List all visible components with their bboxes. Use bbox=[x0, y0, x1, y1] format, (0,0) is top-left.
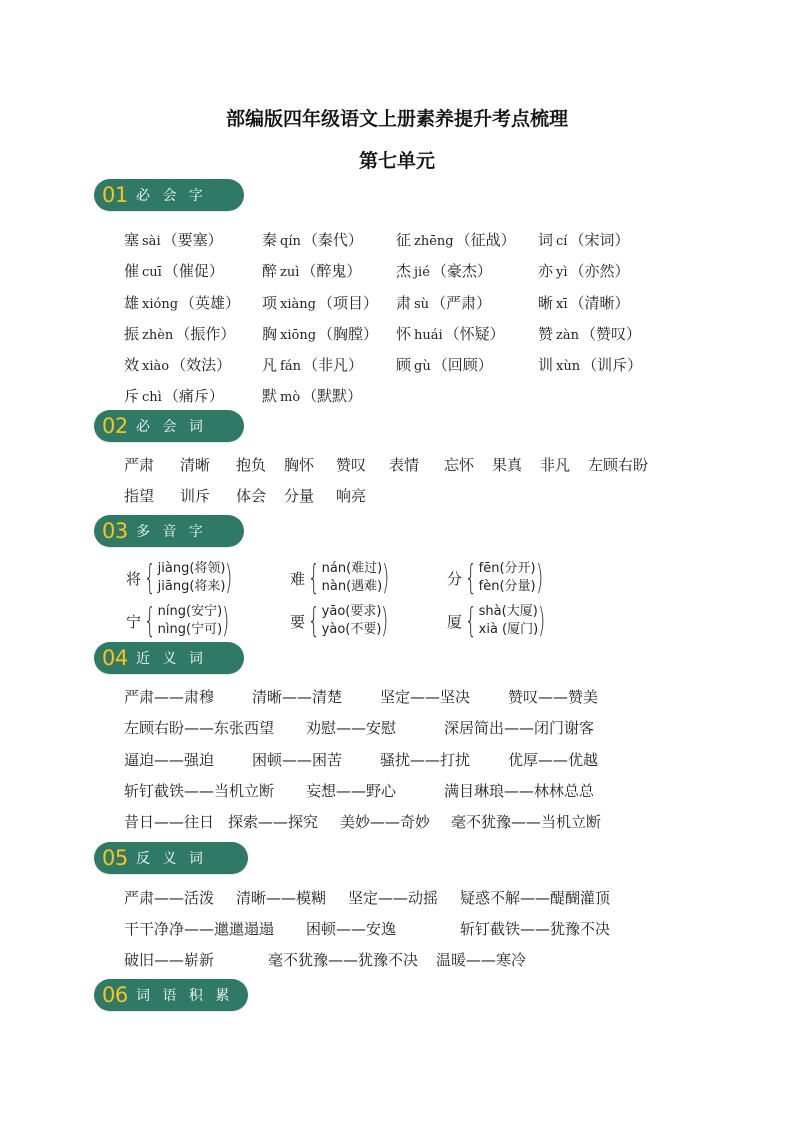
char-pinyin: zàn bbox=[556, 328, 579, 343]
char-pinyin: xiào bbox=[142, 359, 170, 374]
char-word: （赞叹） bbox=[581, 325, 642, 343]
char-word: （征战） bbox=[455, 231, 516, 249]
char: 醉 bbox=[262, 262, 278, 280]
char-entry bbox=[538, 354, 642, 375]
char-word: （怀疑） bbox=[444, 325, 505, 343]
polyphone-entry bbox=[290, 603, 389, 639]
section-number: 02 bbox=[102, 414, 128, 438]
polyphone-reading: nán(难过) bbox=[321, 561, 383, 576]
right-bracket: ) bbox=[222, 601, 230, 641]
char-pinyin: chì bbox=[142, 390, 162, 405]
polyphone-readings bbox=[158, 560, 226, 596]
word-item: 胸怀 bbox=[284, 456, 315, 474]
synonym-pair: 劝慰——安慰 bbox=[306, 719, 397, 737]
char-entry bbox=[262, 292, 378, 313]
antonym-pair: 温暖——寒冷 bbox=[436, 951, 527, 969]
char-entry bbox=[124, 260, 224, 281]
char-word: （醉鬼） bbox=[301, 262, 362, 280]
polyphone-char: 分 bbox=[447, 569, 463, 588]
section-number: 01 bbox=[102, 183, 128, 207]
antonym-pair: 斩钉截铁——犹豫不决 bbox=[460, 920, 611, 938]
section-label: 近 义 词 bbox=[136, 651, 207, 667]
polyphone-entry bbox=[447, 603, 545, 639]
char-entry bbox=[538, 260, 630, 281]
synonym-pair: 骚扰——打扰 bbox=[380, 751, 471, 769]
polyphone-readings bbox=[322, 560, 383, 596]
char-pinyin: fán bbox=[280, 359, 301, 374]
polyphone-entry bbox=[290, 560, 390, 596]
char-word: （英雄） bbox=[180, 294, 241, 312]
left-brace: { bbox=[307, 601, 320, 641]
page-title: 部编版四年级语文上册素养提升考点梳理 bbox=[225, 108, 568, 130]
char-word: （催促） bbox=[163, 262, 224, 280]
char-entry bbox=[262, 229, 363, 250]
section-number: 03 bbox=[102, 519, 128, 543]
polyphone-readings bbox=[479, 560, 536, 596]
char-word: （亦然） bbox=[569, 262, 630, 280]
char-entry bbox=[396, 354, 493, 375]
polyphone-reading: yào(不要) bbox=[321, 622, 382, 637]
char-entry bbox=[262, 385, 362, 406]
char: 词 bbox=[538, 231, 554, 249]
antonym-pair: 严肃——活泼 bbox=[124, 889, 215, 907]
word-item: 表情 bbox=[389, 456, 420, 474]
polyphone-reading: nàn(遇难) bbox=[321, 579, 383, 594]
char: 振 bbox=[124, 325, 140, 343]
synonym-pair: 深居简出——闭门谢客 bbox=[444, 719, 595, 737]
synonym-pair: 坚定——坚决 bbox=[380, 688, 471, 706]
synonym-pair: 严肃——肃穆 bbox=[124, 688, 215, 706]
section-badge-04 bbox=[94, 642, 244, 674]
char-word: （秦代） bbox=[302, 231, 363, 249]
polyphone-reading: fèn(分量) bbox=[478, 579, 536, 594]
char: 默 bbox=[262, 387, 278, 405]
synonym-pair: 优厚——优越 bbox=[508, 751, 599, 769]
char: 晰 bbox=[538, 294, 554, 312]
section-number: 04 bbox=[102, 646, 128, 670]
char-word: （痛斥） bbox=[163, 387, 224, 405]
char-pinyin: gù bbox=[414, 359, 431, 374]
char-pinyin: xióng bbox=[142, 297, 179, 312]
section-badge-06 bbox=[94, 979, 248, 1011]
antonym-pair: 坚定——动摇 bbox=[348, 889, 439, 907]
char: 雄 bbox=[124, 294, 140, 312]
antonym-pair: 破旧——崭新 bbox=[124, 951, 215, 969]
polyphone-readings bbox=[479, 603, 539, 639]
left-brace: { bbox=[464, 558, 477, 598]
antonym-pair: 清晰——模糊 bbox=[236, 889, 327, 907]
polyphone-reading: shà(大厦) bbox=[478, 604, 538, 619]
char: 秦 bbox=[262, 231, 278, 249]
char-entry bbox=[124, 354, 231, 375]
char-pinyin: xùn bbox=[556, 359, 581, 374]
left-brace: { bbox=[307, 558, 320, 598]
char: 塞 bbox=[124, 231, 140, 249]
char-pinyin: huái bbox=[414, 328, 443, 343]
section-label: 必 会 词 bbox=[136, 419, 207, 435]
right-bracket: ) bbox=[225, 558, 233, 598]
char-entry bbox=[396, 292, 491, 313]
synonym-pair: 困顿——困苦 bbox=[252, 751, 343, 769]
synonym-pair: 探索——探究 bbox=[228, 813, 319, 831]
synonym-pair: 毫不犹豫——当机立断 bbox=[451, 813, 602, 831]
polyphone-char: 将 bbox=[126, 569, 142, 588]
polyphone-reading: fēn(分开) bbox=[478, 561, 536, 576]
synonym-pair: 满目琳琅——林林总总 bbox=[444, 782, 595, 800]
char-entry bbox=[124, 323, 235, 344]
right-bracket: ) bbox=[538, 601, 546, 641]
polyphone-char: 厦 bbox=[447, 612, 463, 631]
word-item: 忘怀 bbox=[444, 456, 475, 474]
char: 杰 bbox=[396, 262, 412, 280]
word-item: 训斥 bbox=[180, 487, 211, 505]
char-pinyin: mò bbox=[280, 390, 301, 405]
right-bracket: ) bbox=[381, 601, 389, 641]
antonym-pair: 疑惑不解——醍醐灌顶 bbox=[460, 889, 611, 907]
polyphone-reading: xià (厦门) bbox=[478, 622, 539, 637]
left-brace: { bbox=[464, 601, 477, 641]
word-item: 非凡 bbox=[540, 456, 571, 474]
polyphone-readings bbox=[322, 603, 382, 639]
char: 效 bbox=[124, 356, 140, 374]
char-word: （清晰） bbox=[569, 294, 630, 312]
synonym-pair: 昔日——往日 bbox=[124, 813, 215, 831]
polyphone-reading: jiàng(将领) bbox=[157, 561, 226, 576]
section-badge-05 bbox=[94, 842, 248, 874]
word-item: 响亮 bbox=[336, 487, 367, 505]
char-entry bbox=[538, 229, 629, 250]
polyphone-entry bbox=[447, 560, 543, 596]
char-entry bbox=[538, 323, 641, 344]
polyphone-char: 难 bbox=[290, 569, 306, 588]
right-bracket: ) bbox=[535, 558, 543, 598]
char-pinyin: xiàng bbox=[280, 297, 316, 312]
char: 征 bbox=[396, 231, 412, 249]
char: 顾 bbox=[396, 356, 412, 374]
polyphone-char: 要 bbox=[290, 612, 306, 631]
synonym-pair: 美妙——奇妙 bbox=[340, 813, 431, 831]
antonym-pair: 毫不犹豫——犹豫不决 bbox=[268, 951, 419, 969]
char: 训 bbox=[538, 356, 554, 374]
char-word: （振作） bbox=[175, 325, 236, 343]
section-number: 06 bbox=[102, 983, 128, 1007]
char-pinyin: yì bbox=[556, 265, 568, 280]
char-entry bbox=[262, 323, 378, 344]
word-item: 严肃 bbox=[124, 456, 155, 474]
char-pinyin: sài bbox=[142, 234, 161, 249]
antonym-pair: 困顿——安逸 bbox=[306, 920, 397, 938]
char: 肃 bbox=[396, 294, 412, 312]
char: 赞 bbox=[538, 325, 554, 343]
section-badge-02 bbox=[94, 410, 244, 442]
polyphone-reading: jiāng(将来) bbox=[157, 579, 226, 594]
polyphone-entry bbox=[126, 560, 233, 596]
left-brace: { bbox=[143, 558, 156, 598]
char-word: （默默） bbox=[302, 387, 363, 405]
char-word: （严肃） bbox=[431, 294, 492, 312]
char-word: （豪杰） bbox=[431, 262, 492, 280]
char-word: （效法） bbox=[171, 356, 232, 374]
word-item: 体会 bbox=[236, 487, 267, 505]
char-pinyin: xī bbox=[556, 297, 568, 312]
section-label: 必 会 字 bbox=[136, 188, 207, 204]
section-label: 词 语 积 累 bbox=[136, 988, 234, 1004]
page-subtitle: 第七单元 bbox=[358, 150, 435, 172]
char: 项 bbox=[262, 294, 278, 312]
char: 亦 bbox=[538, 262, 554, 280]
char-entry bbox=[538, 292, 630, 313]
word-item: 指望 bbox=[124, 487, 155, 505]
right-bracket: ) bbox=[382, 558, 390, 598]
char-word: （胸膛） bbox=[318, 325, 379, 343]
section-badge-01 bbox=[94, 179, 244, 211]
char: 凡 bbox=[262, 356, 278, 374]
char-word: （宋词） bbox=[569, 231, 630, 249]
section-number: 05 bbox=[102, 846, 128, 870]
char-entry bbox=[396, 229, 516, 250]
synonym-pair: 左顾右盼——东张西望 bbox=[124, 719, 275, 737]
section-badge-03 bbox=[94, 515, 244, 547]
char-pinyin: jié bbox=[414, 265, 430, 280]
synonym-pair: 斩钉截铁——当机立断 bbox=[124, 782, 275, 800]
char-pinyin: sù bbox=[414, 297, 430, 312]
polyphone-reading: yāo(要求) bbox=[321, 604, 382, 619]
polyphone-char: 宁 bbox=[126, 612, 142, 631]
char-word: （训斥） bbox=[582, 356, 643, 374]
char-entry bbox=[396, 260, 492, 281]
synonym-pair: 逼迫——强迫 bbox=[124, 751, 215, 769]
word-item: 果真 bbox=[492, 456, 523, 474]
char-word: （非凡） bbox=[302, 356, 363, 374]
char-pinyin: qín bbox=[280, 234, 301, 249]
char: 怀 bbox=[396, 325, 412, 343]
char: 催 bbox=[124, 262, 140, 280]
char-word: （项目） bbox=[317, 294, 378, 312]
char-entry bbox=[124, 385, 224, 406]
char-entry bbox=[396, 323, 505, 344]
word-item: 左顾右盼 bbox=[588, 456, 649, 474]
char-entry bbox=[262, 260, 361, 281]
char-word: （回顾） bbox=[432, 356, 493, 374]
char-pinyin: xiōng bbox=[280, 328, 317, 343]
char-pinyin: zhèn bbox=[142, 328, 174, 343]
word-item: 抱负 bbox=[236, 456, 267, 474]
word-item: 赞叹 bbox=[336, 456, 367, 474]
char-pinyin: zhēng bbox=[414, 234, 454, 249]
char-pinyin: zuì bbox=[280, 265, 300, 280]
word-item: 清晰 bbox=[180, 456, 211, 474]
polyphone-entry bbox=[126, 603, 229, 639]
section-label: 反 义 词 bbox=[136, 851, 207, 867]
char: 胸 bbox=[262, 325, 278, 343]
synonym-pair: 赞叹——赞美 bbox=[508, 688, 599, 706]
char-entry bbox=[262, 354, 363, 375]
char-entry bbox=[124, 292, 240, 313]
char-pinyin: cí bbox=[556, 234, 568, 249]
char-word: （要塞） bbox=[162, 231, 223, 249]
polyphone-reading: níng(安宁) bbox=[157, 604, 223, 619]
polyphone-reading: nìng(宁可) bbox=[157, 622, 223, 637]
synonym-pair: 妄想——野心 bbox=[306, 782, 397, 800]
synonym-pair: 清晰——清楚 bbox=[252, 688, 343, 706]
polyphone-readings bbox=[158, 603, 223, 639]
antonym-pair: 干干净净——邋邋遢遢 bbox=[124, 920, 275, 938]
char: 斥 bbox=[124, 387, 140, 405]
word-item: 分量 bbox=[284, 487, 315, 505]
left-brace: { bbox=[143, 601, 156, 641]
char-entry bbox=[124, 229, 223, 250]
section-label: 多 音 字 bbox=[136, 524, 207, 540]
char-pinyin: cuī bbox=[142, 265, 162, 280]
